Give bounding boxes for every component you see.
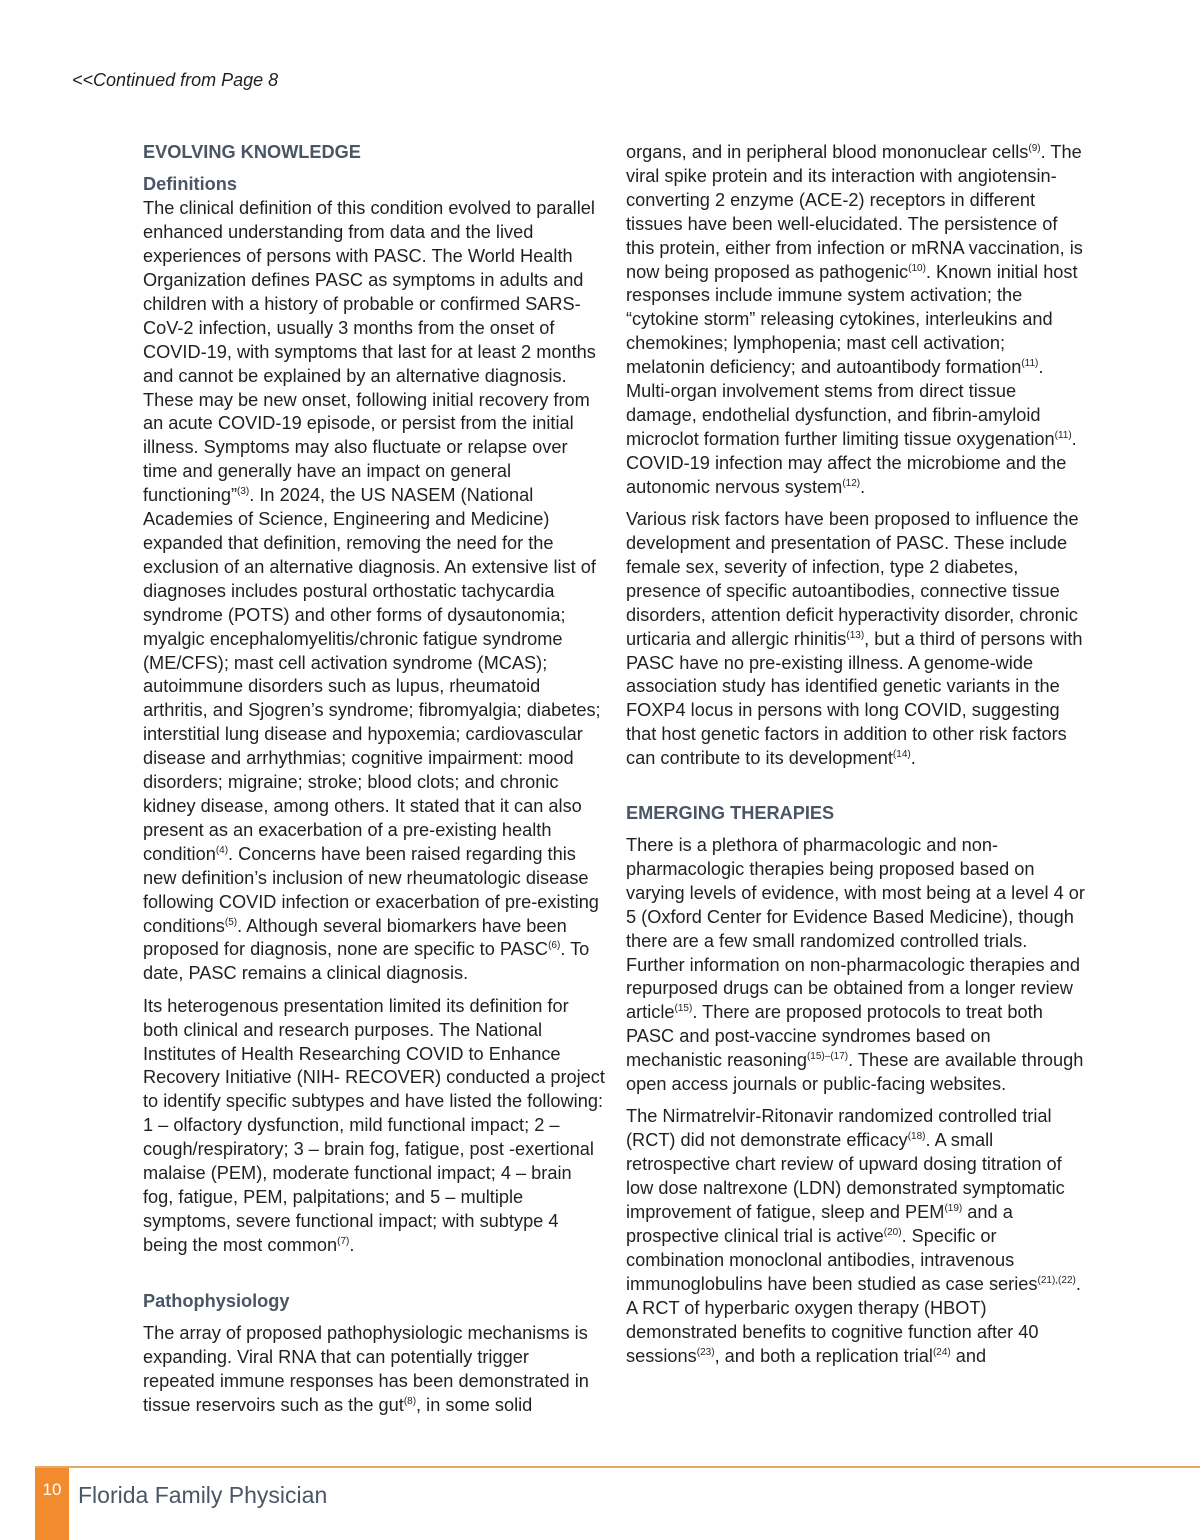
- spacer: [143, 1266, 605, 1290]
- text-run: . Although several biomarkers have been proposed for diagnosis, none are specific to PASC: [143, 915, 567, 960]
- subheading-pathophysiology: Pathophysiology: [143, 1291, 290, 1312]
- text-run: Its heterogenous presentation limited its definition for both clinical and research purposes. The National Institutes of Health Researching COVID to Enhance Recovery Initiative (NIH- RECOVER) conducted a project to identify specific subtypes and have listed the following: 1 – olfactory dysfunction, mild functional impact; 2 – cough/respiratory; 3 – brain fog, fatigue, post -exertional malaise (PEM), moderate functional impact; 4 – brain fog, fatigue, PEM, palpitations; and 5 – multiple symptoms, severe functional impact; with subtype 4 being the most common: [143, 995, 605, 1255]
- text-run: The Nirmatrelvir-Ritonavir randomized controlled trial (RCT) did not demonstrate efficacy: [626, 1106, 1052, 1151]
- paragraph-therapies: [626, 834, 1086, 1097]
- citation: (4): [215, 844, 229, 856]
- publication-name: Florida Family Physician: [78, 1482, 328, 1508]
- citation: (21),(22): [1037, 1274, 1076, 1286]
- text-run: .: [349, 1234, 355, 1255]
- citation: (18): [907, 1131, 926, 1143]
- citation: (20): [883, 1226, 902, 1238]
- page-number-tab: [35, 1468, 69, 1540]
- citation: (5): [224, 916, 238, 928]
- citation: (14): [892, 749, 911, 761]
- citation: (10): [908, 262, 926, 274]
- citation: (13): [846, 629, 865, 641]
- citation: (3): [237, 486, 250, 498]
- continued-note: <<Continued from Page 8: [72, 70, 279, 90]
- text-run: There is a plethora of pharmacologic and non-pharmacologic therapies being proposed based on varying levels of evidence, with most being at a level 4 or 5 (Oxford Center for Evidence Based Medicine), though there are a few small randomized controlled trials. Further information on non-pharmacologic therapies and repurposed drugs can be obtained from a longer review article: [626, 834, 1085, 1023]
- citation: (19): [944, 1203, 963, 1214]
- citation: (11): [1021, 358, 1039, 370]
- subheading-definitions: Definitions: [143, 174, 237, 195]
- page-number: 10: [42, 1480, 62, 1499]
- text-run: . Concerns have been raised regarding this new definition’s inclusion of new rheumatologic disease following COVID infection or exacerbation of pre-existing conditions: [143, 843, 599, 936]
- citation: (11): [1054, 429, 1072, 441]
- footer-rule: [35, 1466, 1200, 1468]
- paragraph-trials: [626, 1105, 1086, 1368]
- citation: (12): [842, 477, 861, 489]
- citation: (6): [548, 940, 561, 952]
- text-run: . Specific or combination monoclonal antibodies, intravenous immunoglobulins have been studied as case series: [626, 1225, 1038, 1294]
- text-run: , and both a replication trial: [714, 1345, 933, 1366]
- text-run: .: [860, 476, 866, 497]
- citation: (15): [674, 1003, 693, 1015]
- text-run: The clinical definition of this condition evolved to parallel enhanced understanding from data and the lived experiences of persons with PASC. The World Health Organization defines PASC as symptoms in adults and children with a history of probable or confirmed SARS-CoV-2 infection, usually 3 months from the onset of COVID-19, with symptoms that last for at least 2 months and cannot be explained by an alternative diagnosis. These may be new onset, following initial recovery from an acute COVID-19 episode, or persist from the initial illness. Symptoms may also fluctuate or relapse over time and generally have an impact on general functioning”: [143, 198, 596, 506]
- text-run: . COVID-19 infection may affect the microbiome and the autonomic nervous system: [626, 428, 1077, 497]
- text-run: , in some solid: [416, 1395, 533, 1416]
- spacer: [626, 780, 1086, 802]
- text-run: . To date, PASC remains a clinical diagnosis.: [143, 939, 590, 984]
- text-run: and: [950, 1345, 987, 1366]
- text-run: . Known initial host responses include immune system activation; the “cytokine storm” releasing cytokines, interleukins and chemokines; lymphopenia; mast cell activation; melatonin deficiency; and autoantibody formation: [626, 261, 1078, 378]
- citation: (9): [1028, 142, 1041, 154]
- citation: (7): [337, 1235, 350, 1247]
- text-run: . The viral spike protein and its interaction with angiotensin-converting 2 enzyme (ACE-2) receptors in different tissues have been well-elucidated. The persistence of this protein, either from infection or mRNA vaccination, is now being proposed as pathogenic: [626, 142, 1083, 282]
- text-run: Various risk factors have been proposed to influence the development and presentation of PASC. These include female sex, severity of infection, type 2 diabetes, presence of specific autoantibodies, connective tissue disorders, attention deficit hyperactivity disorder, chronic urticaria and allergic rhinitis: [626, 509, 1079, 649]
- paragraph-pathophysiology: [143, 1322, 605, 1418]
- citation: (23): [696, 1346, 715, 1358]
- paragraph-definitions: [143, 197, 605, 986]
- paragraph-risk-factors: [626, 508, 1086, 771]
- text-run: . There are proposed protocols to treat both PASC and post-vaccine syndromes based on mechanistic reasoning: [626, 1002, 1043, 1071]
- text-run: . A RCT of hyperbaric oxygen therapy (HBOT) demonstrated benefits to cognitive function after 40 sessions: [626, 1273, 1081, 1366]
- citation: (24): [932, 1346, 951, 1358]
- text-run: . Multi-organ involvement stems from direct tissue damage, endothelial dysfunction, and fibrin-amyloid microclot formation further limiting tissue oxygenation: [626, 357, 1055, 449]
- left-column: [143, 141, 605, 1427]
- paragraph-mechanisms: [626, 141, 1086, 500]
- citation: (15)–(17): [806, 1051, 849, 1063]
- text-run: organs, and in peripheral blood mononuclear cells: [626, 142, 1029, 162]
- text-run: . In 2024, the US NASEM (National Academies of Science, Engineering and Medicine) expanded that definition, removing the need for the exclusion of an alternative diagnosis. An extensive list of diagnoses includes postural orthostatic tachycardia syndrome (POTS) and other forms of dysautonomia; myalgic encephalomyelitis/chronic fatigue syndrome (ME/CFS); mast cell activation syndrome (MCAS); autoimmune disorders such as lupus, rheumatoid arthritis, and Sjogren’s syndrome; fibromyalgia; diabetes; interstitial lung disease and hypoxemia; cardiovascular disease and arrhythmias; cognitive impairment: mood disorders; migraine; stroke; blood clots; and chronic kidney disease, among others. It stated that it can also present as an exacerbation of a pre-existing health condition: [143, 485, 601, 864]
- text-run: . A small retrospective chart review of upward dosing titration of low dose naltrexone (LDN) demonstrated symptomatic improvement of fatigue, sleep and PEM: [626, 1130, 1065, 1223]
- text-run: and a prospective clinical trial is active: [626, 1202, 1013, 1246]
- paragraph-subtypes: [143, 995, 605, 1258]
- citation: (8): [403, 1396, 417, 1408]
- text-run: .: [910, 748, 916, 769]
- section-heading-evolving-knowledge: EVOLVING KNOWLEDGE: [143, 142, 361, 162]
- right-column: [626, 141, 1086, 1377]
- text-run: , but a third of persons with PASC have no pre-existing illness. A genome-wide association study has identified genetic variants in the FOXP4 locus in persons with long COVID, suggesting that host genetic factors in addition to other risk factors can contribute to its development: [626, 628, 1083, 769]
- section-heading-emerging-therapies: EMERGING THERAPIES: [626, 802, 835, 823]
- text-run: . These are available through open access journals or public-facing websites.: [626, 1050, 1084, 1095]
- text-run: The array of proposed pathophysiologic mechanisms is expanding. Viral RNA that can potentially trigger repeated immune responses has been demonstrated in tissue reservoirs such as the gut: [143, 1323, 589, 1416]
